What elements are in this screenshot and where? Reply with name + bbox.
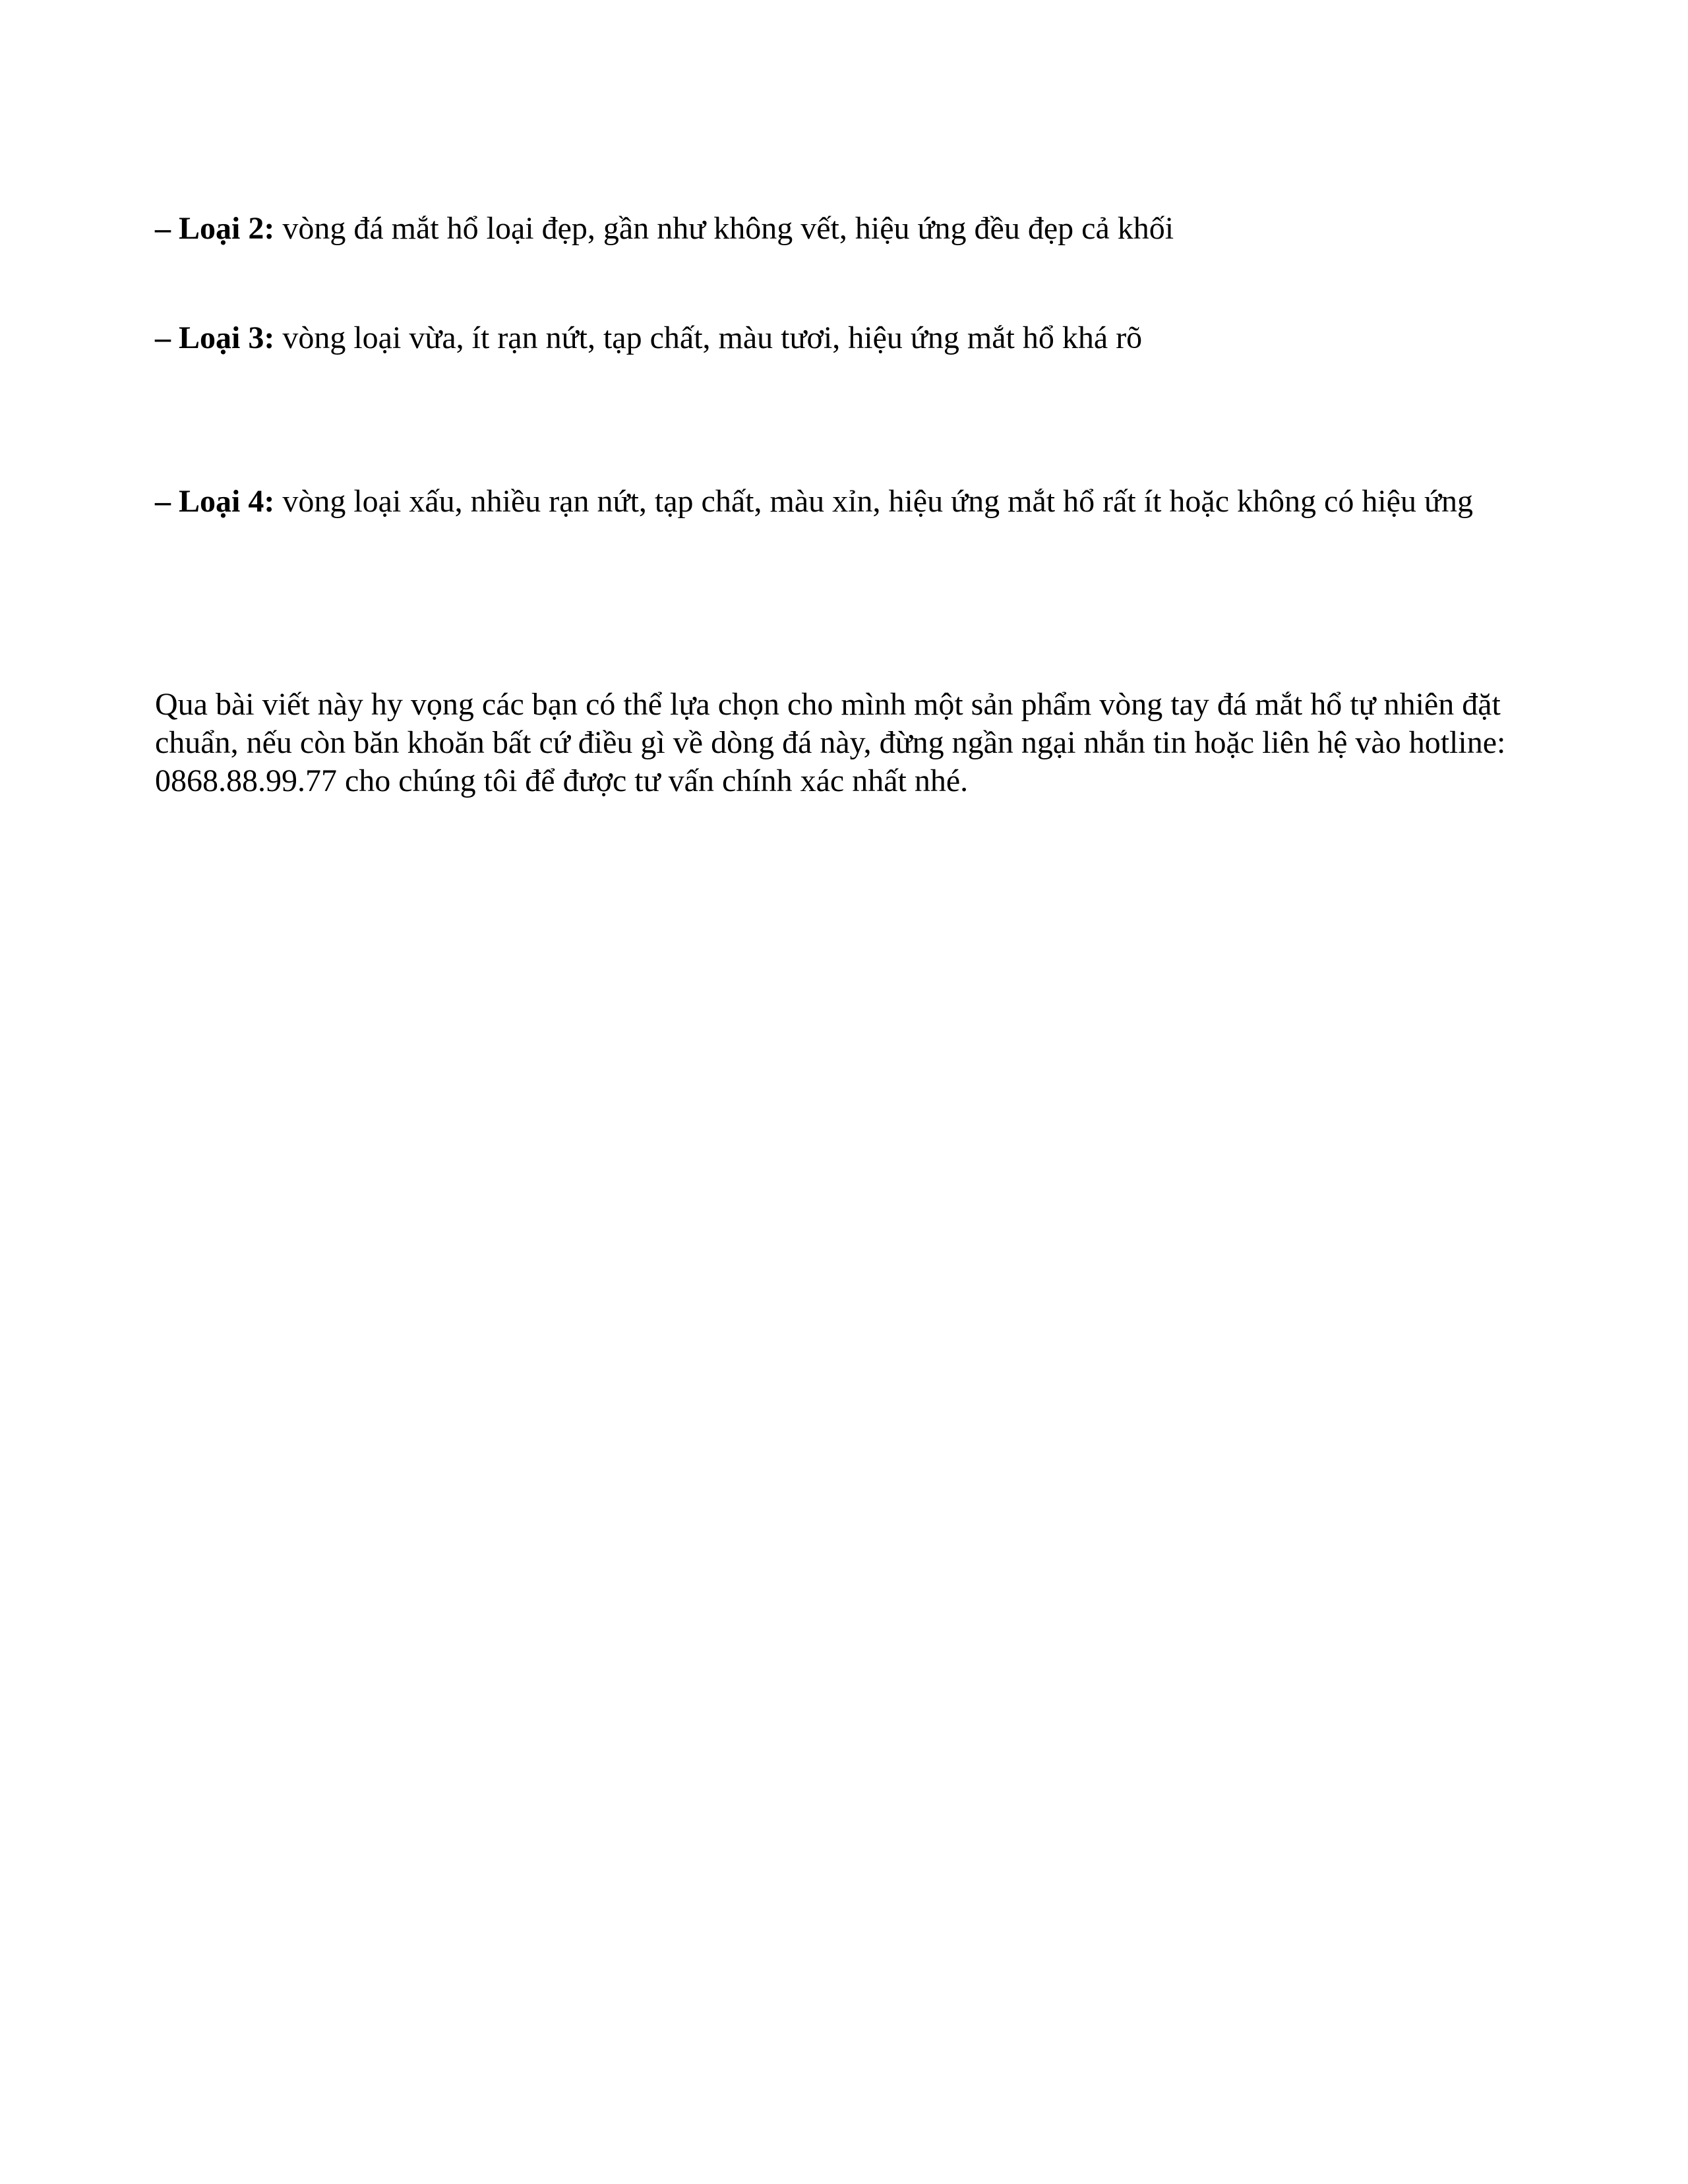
- grade-2-label: – Loại 2:: [155, 211, 275, 246]
- grade-3-description: vòng loại vừa, ít rạn nứt, tạp chất, màu tươi, hiệu ứng mắt hổ khá rõ: [274, 320, 1143, 355]
- grade-2-description: vòng đá mắt hổ loại đẹp, gần như không vết, hiệu ứng đều đẹp cả khối: [274, 211, 1174, 246]
- grade-4-paragraph: [155, 483, 1500, 521]
- grade-2-paragraph: [155, 210, 1533, 248]
- grade-4-description: vòng loại xấu, nhiều rạn nứt, tạp chất, màu xỉn, hiệu ứng mắt hổ rất ít hoặc không có hiệu ứng: [274, 484, 1473, 519]
- grade-3-label: – Loại 3:: [155, 320, 275, 355]
- conclusion-paragraph: Qua bài viết này hy vọng các bạn có thể lựa chọn cho mình một sản phẩm vòng tay đá mắt hổ tự nhiên đặt chuẩn, nếu còn băn khoăn bất cứ điều gì về dòng đá này, đừng ngần ngại nhắn tin hoặc liên hệ vào hotline: 0868.88.99.77 cho chúng tôi để được tư vấn chính xác nhất nhé.: [155, 687, 1506, 798]
- grade-4-label: – Loại 4:: [155, 484, 275, 519]
- grade-3-paragraph: [155, 319, 1533, 357]
